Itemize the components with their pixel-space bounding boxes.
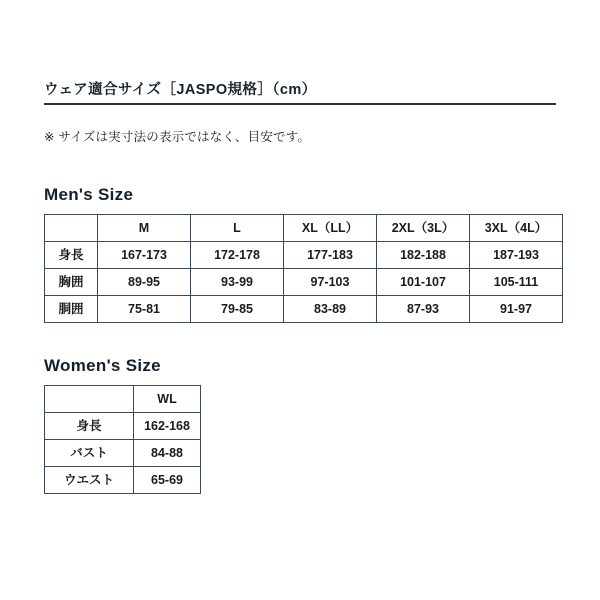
column-header-m: M: [98, 215, 191, 242]
cell-waist-3xl: 91-97: [470, 296, 563, 323]
cell-waist-wl: 65-69: [134, 467, 201, 494]
mens-size-table: [44, 214, 563, 323]
cell-height-xl: 177-183: [284, 242, 377, 269]
cell-chest-l: 93-99: [191, 269, 284, 296]
size-note: ※ サイズは実寸法の表示ではなく、目安です。: [44, 130, 311, 144]
cell-waist-m: 75-81: [98, 296, 191, 323]
table-row: [45, 242, 563, 269]
column-header-2xl: 2XL（3L）: [377, 215, 470, 242]
table-row: [45, 413, 201, 440]
table-row: [45, 467, 201, 494]
table-corner-cell: [45, 215, 98, 242]
cell-waist-xl: 83-89: [284, 296, 377, 323]
page-title: ウェア適合サイズ［JASPO規格］（cm）: [44, 82, 317, 98]
cell-chest-xl: 97-103: [284, 269, 377, 296]
row-header-bust: バスト: [45, 440, 134, 467]
table-header-row: [45, 386, 201, 413]
table-row: [45, 296, 563, 323]
table-corner-cell: [45, 386, 134, 413]
row-header-chest: 胸囲: [45, 269, 98, 296]
womens-size-heading: Women's Size: [44, 356, 161, 375]
cell-waist-2xl: 87-93: [377, 296, 470, 323]
column-header-l: L: [191, 215, 284, 242]
column-header-wl: WL: [134, 386, 201, 413]
row-header-waist: ウエスト: [45, 467, 134, 494]
cell-height-wl: 162-168: [134, 413, 201, 440]
cell-chest-m: 89-95: [98, 269, 191, 296]
table-header-row: [45, 215, 563, 242]
cell-height-l: 172-178: [191, 242, 284, 269]
row-header-height: 身長: [45, 242, 98, 269]
cell-bust-wl: 84-88: [134, 440, 201, 467]
row-header-waist: 胴囲: [45, 296, 98, 323]
cell-height-m: 167-173: [98, 242, 191, 269]
column-header-xl: XL（LL）: [284, 215, 377, 242]
row-header-height: 身長: [45, 413, 134, 440]
mens-size-heading: Men's Size: [44, 185, 134, 204]
cell-height-2xl: 182-188: [377, 242, 470, 269]
cell-chest-3xl: 105-111: [470, 269, 563, 296]
column-header-3xl: 3XL（4L）: [470, 215, 563, 242]
title-divider: [44, 103, 556, 105]
cell-height-3xl: 187-193: [470, 242, 563, 269]
table-row: [45, 440, 201, 467]
table-row: [45, 269, 563, 296]
womens-size-table: [44, 385, 201, 494]
cell-waist-l: 79-85: [191, 296, 284, 323]
cell-chest-2xl: 101-107: [377, 269, 470, 296]
